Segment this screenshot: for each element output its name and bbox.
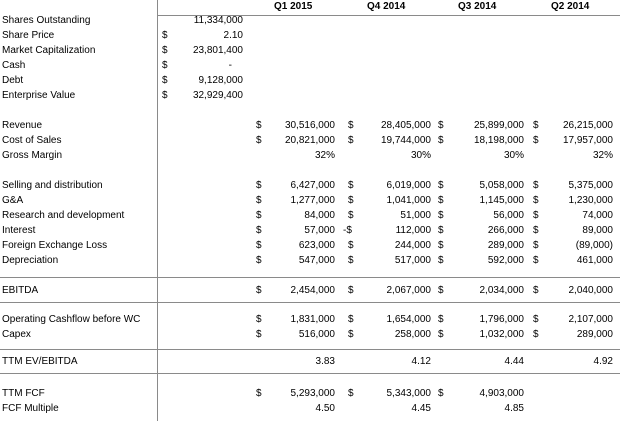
cell-value[interactable]: 1,831,000 — [290, 314, 335, 325]
currency-symbol: $ — [438, 195, 444, 206]
cell-value[interactable]: 4.85 — [504, 403, 524, 414]
currency-symbol: $ — [162, 30, 168, 41]
row-label: FCF Multiple — [2, 403, 59, 414]
table-row[interactable] — [0, 210, 620, 224]
cell-value[interactable]: 19,744,000 — [380, 135, 431, 146]
cell-value[interactable]: 32% — [314, 150, 335, 161]
cell-value[interactable]: 1,796,000 — [479, 314, 524, 325]
currency-symbol: $ — [438, 210, 444, 221]
currency-symbol: $ — [438, 388, 444, 399]
cell-value[interactable]: 74,000 — [582, 210, 613, 221]
row-label: Cash — [2, 60, 26, 71]
currency-symbol: $ — [438, 285, 444, 296]
cell-value[interactable]: 5,375,000 — [568, 180, 613, 191]
row-label: Share Price — [2, 30, 55, 41]
row-label: Depreciation — [2, 255, 59, 266]
row-label: TTM EV/EBITDA — [2, 356, 78, 367]
cell-value[interactable]: 461,000 — [576, 255, 613, 266]
cell-value[interactable]: 1,041,000 — [386, 195, 431, 206]
row-label: Selling and distribution — [2, 180, 103, 191]
currency-symbol: $ — [438, 120, 444, 131]
currency-symbol: $ — [162, 45, 168, 56]
cell-value[interactable]: 623,000 — [298, 240, 335, 251]
currency-symbol: $ — [256, 240, 262, 251]
cell-value[interactable]: 4,903,000 — [479, 388, 524, 399]
currency-symbol: $ — [256, 255, 262, 266]
cell-value[interactable]: 20,821,000 — [284, 135, 335, 146]
cell-value[interactable]: 592,000 — [487, 255, 524, 266]
currency-symbol: $ — [162, 60, 168, 71]
header-q2-2014[interactable]: Q2 2014 — [551, 1, 590, 12]
cell-value[interactable]: 3.83 — [315, 356, 335, 367]
currency-symbol: $ — [162, 75, 168, 86]
row-label: G&A — [2, 195, 24, 206]
cell-value[interactable]: - — [228, 60, 232, 71]
cell-value[interactable]: 258,000 — [394, 329, 431, 340]
currency-symbol: $ — [533, 329, 539, 340]
cell-value[interactable]: 2,034,000 — [479, 285, 524, 296]
currency-symbol: $ — [256, 120, 262, 131]
table-row[interactable] — [0, 403, 620, 417]
currency-symbol: $ — [256, 180, 262, 191]
section-divider — [0, 349, 620, 350]
cell-value[interactable]: 2,107,000 — [568, 314, 613, 325]
cell-value[interactable]: 266,000 — [487, 225, 524, 236]
row-label: Debt — [2, 75, 24, 86]
currency-symbol: $ — [438, 255, 444, 266]
currency-symbol: $ — [533, 314, 539, 325]
currency-symbol: $ — [438, 314, 444, 325]
cell-value[interactable]: 516,000 — [298, 329, 335, 340]
currency-symbol: $ — [348, 314, 354, 325]
cell-value[interactable]: 57,000 — [304, 225, 335, 236]
cell-value[interactable]: 5,293,000 — [290, 388, 335, 399]
table-row[interactable] — [0, 60, 620, 74]
currency-symbol: $ — [256, 329, 262, 340]
cell-value[interactable]: 4.50 — [315, 403, 335, 414]
cell-value[interactable]: 26,215,000 — [562, 120, 613, 131]
table-row[interactable] — [0, 285, 620, 299]
cell-value[interactable]: 289,000 — [576, 329, 613, 340]
currency-symbol: $ — [348, 195, 354, 206]
section-divider — [0, 302, 620, 303]
cell-value[interactable]: 1,032,000 — [479, 329, 524, 340]
row-label: Research and development — [2, 210, 125, 221]
row-label: EBITDA — [2, 285, 39, 296]
currency-symbol: $ — [162, 90, 168, 101]
cell-value[interactable]: 32,929,400 — [192, 90, 243, 101]
currency-symbol: $ — [533, 135, 539, 146]
cell-value[interactable]: 289,000 — [487, 240, 524, 251]
cell-value[interactable]: 1,277,000 — [290, 195, 335, 206]
currency-symbol: $ — [438, 329, 444, 340]
cell-value[interactable]: 5,343,000 — [386, 388, 431, 399]
cell-value[interactable]: 4.12 — [411, 356, 431, 367]
row-label: Foreign Exchange Loss — [2, 240, 108, 251]
row-label: Interest — [2, 225, 36, 236]
cell-value[interactable]: 18,198,000 — [473, 135, 524, 146]
cell-value[interactable]: 11,334,000 — [193, 15, 243, 26]
currency-symbol: $ — [348, 240, 354, 251]
cell-value[interactable]: 51,000 — [400, 210, 431, 221]
table-row[interactable] — [0, 180, 620, 194]
cell-value[interactable]: 2,454,000 — [290, 285, 335, 296]
header-q1-2015[interactable]: Q1 2015 — [274, 1, 313, 12]
table-row[interactable] — [0, 45, 620, 59]
cell-value[interactable]: 517,000 — [394, 255, 431, 266]
currency-symbol: $ — [533, 180, 539, 191]
currency-symbol: $ — [533, 255, 539, 266]
cell-value[interactable]: 1,145,000 — [479, 195, 524, 206]
row-label: Shares Outstanding — [2, 15, 91, 26]
row-label: Enterprise Value — [2, 90, 76, 101]
currency-symbol: $ — [256, 210, 262, 221]
currency-symbol: $ — [438, 135, 444, 146]
currency-symbol: -$ — [343, 225, 352, 236]
currency-symbol: $ — [348, 285, 354, 296]
table-row[interactable] — [0, 195, 620, 209]
column-header-row — [158, 0, 620, 16]
section-divider — [0, 277, 620, 278]
cell-value[interactable]: 2,040,000 — [568, 285, 613, 296]
table-row[interactable] — [0, 240, 620, 254]
table-row[interactable] — [0, 90, 620, 104]
cell-value[interactable]: 17,957,000 — [562, 135, 613, 146]
row-label: Gross Margin — [2, 150, 63, 161]
section-divider — [0, 373, 620, 374]
currency-symbol: $ — [348, 210, 354, 221]
cell-value[interactable]: 547,000 — [298, 255, 335, 266]
currency-symbol: $ — [533, 120, 539, 131]
table-row[interactable] — [0, 135, 620, 149]
cell-value[interactable]: 4.45 — [411, 403, 431, 414]
cell-value[interactable]: 89,000 — [582, 225, 613, 236]
cell-value[interactable]: 5,058,000 — [479, 180, 524, 191]
cell-value[interactable]: 6,019,000 — [386, 180, 431, 191]
cell-value[interactable]: 25,899,000 — [473, 120, 524, 131]
row-label: Capex — [2, 329, 31, 340]
currency-symbol: $ — [348, 255, 354, 266]
currency-symbol: $ — [256, 195, 262, 206]
cell-value[interactable]: 2,067,000 — [386, 285, 431, 296]
currency-symbol: $ — [256, 285, 262, 296]
table-row[interactable] — [0, 120, 620, 134]
currency-symbol: $ — [533, 240, 539, 251]
currency-symbol: $ — [348, 180, 354, 191]
cell-value[interactable]: 23,801,400 — [192, 45, 243, 56]
table-row[interactable] — [0, 15, 620, 29]
header-q4-2014[interactable]: Q4 2014 — [367, 1, 406, 12]
currency-symbol: $ — [256, 388, 262, 399]
table-row[interactable] — [0, 150, 620, 164]
currency-symbol: $ — [348, 388, 354, 399]
row-label: TTM FCF — [2, 388, 45, 399]
cell-value[interactable]: 28,405,000 — [380, 120, 431, 131]
header-q3-2014[interactable]: Q3 2014 — [458, 1, 497, 12]
cell-value[interactable]: 30% — [503, 150, 524, 161]
cell-value[interactable]: 56,000 — [493, 210, 524, 221]
currency-symbol: $ — [438, 240, 444, 251]
currency-symbol: $ — [256, 314, 262, 325]
currency-symbol: $ — [533, 195, 539, 206]
cell-value[interactable]: 2.10 — [223, 30, 243, 41]
cell-value[interactable]: 112,000 — [395, 225, 431, 236]
cell-value[interactable]: 4.92 — [593, 356, 613, 367]
cell-value[interactable]: 1,230,000 — [568, 195, 613, 206]
currency-symbol: $ — [533, 285, 539, 296]
cell-value[interactable]: 30% — [410, 150, 431, 161]
row-label: Market Capitalization — [2, 45, 96, 56]
cell-value[interactable]: 9,128,000 — [198, 75, 243, 86]
table-row[interactable] — [0, 388, 620, 402]
table-row[interactable] — [0, 30, 620, 44]
cell-value[interactable]: 1,654,000 — [386, 314, 431, 325]
currency-symbol: $ — [348, 135, 354, 146]
currency-symbol: $ — [533, 210, 539, 221]
row-label: Cost of Sales — [2, 135, 62, 146]
cell-value[interactable]: (89,000) — [575, 240, 613, 251]
currency-symbol: $ — [348, 120, 354, 131]
currency-symbol: $ — [438, 225, 444, 236]
currency-symbol: $ — [533, 225, 539, 236]
cell-value[interactable]: 32% — [592, 150, 613, 161]
currency-symbol: $ — [348, 329, 354, 340]
cell-value[interactable]: 84,000 — [304, 210, 335, 221]
cell-value[interactable]: 4.44 — [504, 356, 524, 367]
currency-symbol: $ — [256, 225, 262, 236]
cell-value[interactable]: 30,516,000 — [284, 120, 335, 131]
table-row[interactable] — [0, 356, 620, 370]
cell-value[interactable]: 6,427,000 — [290, 180, 335, 191]
currency-symbol: $ — [438, 180, 444, 191]
row-label: Revenue — [2, 120, 43, 131]
table-row[interactable] — [0, 329, 620, 343]
cell-value[interactable]: 244,000 — [394, 240, 431, 251]
table-row[interactable] — [0, 314, 620, 328]
table-row[interactable] — [0, 225, 620, 239]
table-row[interactable] — [0, 75, 620, 89]
row-label: Operating Cashflow before WC — [2, 314, 141, 325]
table-row[interactable] — [0, 255, 620, 269]
currency-symbol: $ — [256, 135, 262, 146]
